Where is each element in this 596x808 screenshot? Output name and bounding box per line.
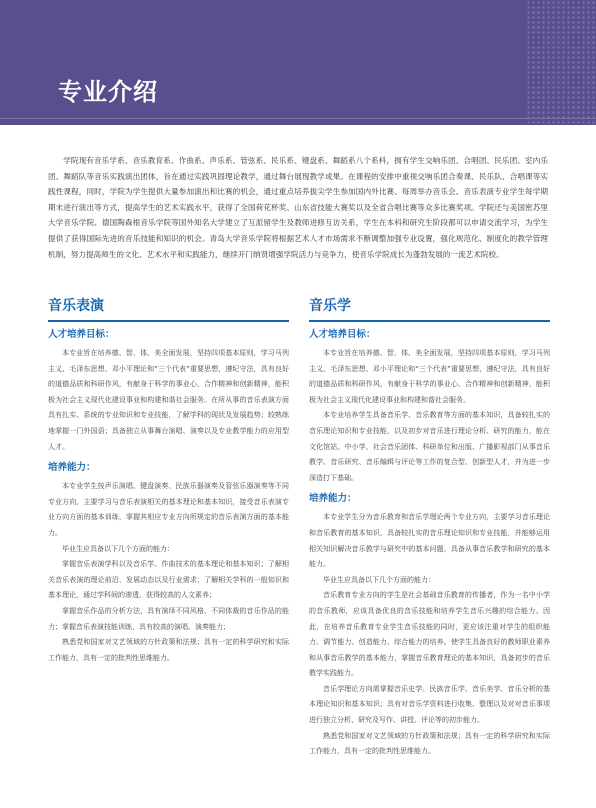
- ability-paragraphs: [309, 510, 550, 760]
- paragraph: 毕业生应具备以下几个方面的能力：: [62, 544, 174, 553]
- section-rule: [309, 320, 550, 322]
- page-title: 专业介绍: [58, 78, 158, 106]
- ability-title: 培养能力：: [48, 462, 96, 474]
- paragraph: 音乐教育专业方向的学生是社会基础音乐教育的传播者，作为一名中小学的音乐教师，应该具备优良的音乐技能和培养学生音乐兴趣的综合能力。因此，在培养音乐教育专业学生音乐技能的同时，更应该注重对学生的组织能力、调节能力、创造能力、综合能力的培养。使学生具备良好的教师职业素养和从事音乐教学的基本能力，掌握音乐教育理论的基本知识，具备初步的音乐教学实践能力。: [309, 591, 550, 678]
- paragraph: 熟悉党和国家对文艺领域的方针政策和法规；具有一定的科学研究和实际工作能力，具有一定的批判性思维能力。: [309, 731, 550, 756]
- paragraph: 掌握音乐作品的分析方法，具有演绎不同风格、不同体裁的音乐作品的能力；掌握音乐表演技能训练，具有较高的演唱、演奏能力；: [48, 606, 289, 631]
- paragraph: 本专业旨在培养德、智、体、美全面发展，坚持四项基本原则，学习马列主义、毛泽东思想、邓小平理论和“三个代表”重要思想，遵纪守法，具有良好的道德品质和科研作风，有献身于科学的事业心、合作精神和创新精神，能积极为社会主义现代化建设事业和构建和谐社会服务。在所从事的音乐表演方面具有扎实、系统的专业知识和专业技能，了解学科的现状及发展趋势；较熟练地掌握一门外国语；具备独立从事舞台演唱、演奏以及专业教学能力的应用型人才。: [48, 349, 289, 451]
- dot-pattern-decoration: [526, 0, 596, 125]
- goal-title: 人才培养目标：: [48, 329, 115, 340]
- ability-paragraphs: [48, 479, 289, 666]
- paragraph: 毕业生应具备以下几个方面的能力：: [323, 575, 435, 584]
- paragraph: 熟悉党和国家对文艺领域的方针政策和法规；具有一定的科学研究和实际工作能力，具有一定的批判性思维能力。: [48, 638, 289, 662]
- banner-rule: [0, 118, 596, 119]
- goal-paragraphs: [309, 346, 550, 486]
- header-banner: [0, 0, 596, 125]
- paragraph: 本专业学生分为音乐教育和音乐学理论两个专业方向，主要学习音乐理论和音乐教育的基本知识，具备较扎实的音乐理论知识和专业技能，并能够运用相关知识解决音乐教学与研究中的基本问题，具备从事音乐教学和研究的基本能力。: [309, 513, 550, 569]
- section-rule: [48, 320, 289, 322]
- paragraph: 本专业学生按声乐演唱、键盘演奏、民族乐器演奏及管弦乐器演奏等不同专业方向，主要学习与音乐表演相关的基本理论和基本知识，接受音乐表演专业方向方面的基本训练，掌握其相应专业方向所规定的音乐表演方面的基本能力。: [48, 482, 289, 537]
- ability-title: 培养能力：: [309, 493, 357, 505]
- column-musicology: [309, 297, 550, 760]
- paragraph: 本专业旨在培养德、智、体、美全面发展，坚持四项基本原则，学习马列主义、毛泽东思想、邓小平理论和“三个代表”重要思想，遵纪守法，具有良好的道德品质和科研作风，有献身于科学的事业心、合作精神和创新精神，能积极为社会主义现代化建设事业和构建和谐社会服务。: [309, 349, 550, 404]
- goal-title: 人才培养目标：: [309, 329, 376, 340]
- section-heading-musicology: 音乐学: [309, 298, 351, 314]
- paragraph: 掌握音乐表演学科以及音乐学、作曲技术的基本理论和基本知识；了解相关音乐表演的理论前沿、发展动态以及行业需求；了解相关学科的一般知识和基本理论，通过学科间的渗透，获得较高的人文素养；: [48, 560, 289, 600]
- section-heading-performance: 音乐表演: [48, 298, 104, 314]
- column-music-performance: [48, 297, 289, 666]
- goal-paragraphs: [48, 346, 289, 455]
- intro-paragraph: 学院现有音乐学系、音乐教育系、作曲系、声乐系、管弦系、民乐系、键盘系、舞蹈系八个系科，拥有学生交响乐团、合唱团、民乐团、室内乐团、舞蹈队等音乐实践演出团体，旨在通过实践巩固理论教学，通过舞台展现教学成果。在课程的安排中重视交响乐团合奏课、民乐队、合唱课等实践性课程，同时，学院为学生提供大量参加演出和比赛的机会，通过重点培养拔尖学生参加国内外比赛、每周举办音乐会、音乐表演专业学生每学期期末进行演出等方式，提高学生的艺术实践水平，获得了全国荷花杯奖、山东省技能大赛奖以及全省合唱比赛等众多比赛奖项。学院还与美国密苏里大学音乐学院、德国陶森根音乐学院等国外知名大学建立了互派留学生及教师进修互访关系，学生在本科和研究生阶段都可以申请交流学习，为学生提供了获得国际先进的音乐技能和知识的机会。青岛大学音乐学院将根据艺术人才市场需求不断调整加强专业设置，强化规范化、制度化的教学管理机制，努力提高师生的文化、艺术水平和实践能力，继续开门纳贤增强学院活力与竞争力，使音乐学院成长为蓬勃发展的一流艺术院校。: [48, 156, 548, 259]
- paragraph: 音乐学理论方向需掌握音乐史学、民族音乐学、音乐美学、音乐分析的基本理论知识和基本知识；具有对音乐学资料进行收集、整理以及对对音乐事项进行独立分析、研究及写作、讲授、评论等的初步能力。: [309, 684, 550, 725]
- paragraph: 本专业培养学生具备音乐学、音乐教育等方面的基本知识，具备较扎实的音乐理论知识和专业技能，以及初步对音乐进行理论分析、研究的能力，能在文化馆站、中小学、社会音乐团体、科研单位和出版、广播影视部门从事音乐教学、音乐研究、音乐编辑与评论等工作的复合型、创新型人才，并为进一步深造打下基础。: [309, 411, 550, 482]
